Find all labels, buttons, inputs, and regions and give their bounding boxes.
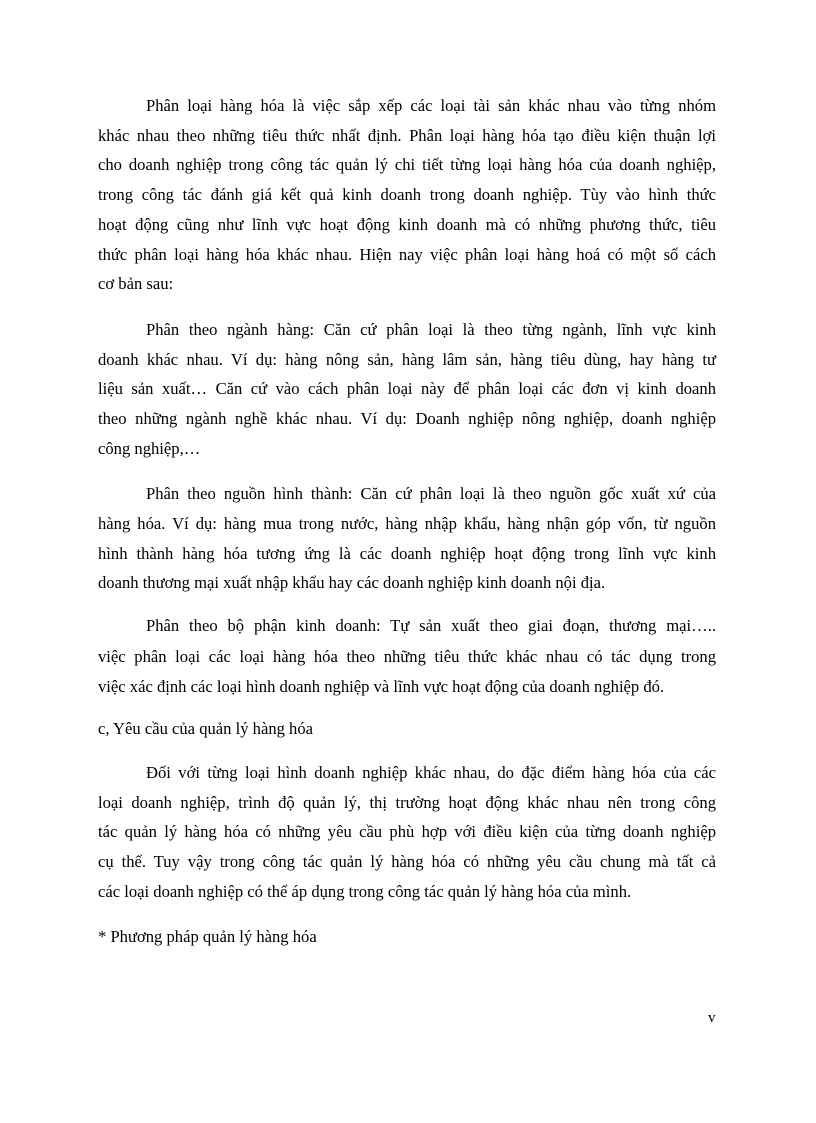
paragraph-line: Phân theo bộ phận kinh doanh: Tự sản xuất theo giai đoạn, thương mại….. <box>146 616 716 635</box>
page-number: v <box>708 1010 716 1026</box>
paragraph-line: các loại doanh nghiệp có thể áp dụng trong công tác quản lý hàng hóa của mình. <box>98 882 632 901</box>
paragraph-line: thức phân loại hàng hóa khác nhau. Hiện nay việc phân loại hàng hoá có một số cách <box>98 245 716 264</box>
paragraph-line: hàng hóa. Ví dụ: hàng mua trong nước, hàng nhập khẩu, hàng nhận góp vốn, từ nguồn <box>98 514 716 533</box>
paragraph-line: loại doanh nghiệp, trình độ quản lý, thị trường hoạt động khác nhau nên trong công <box>98 793 716 812</box>
paragraph-line: cơ bản sau: <box>98 274 174 293</box>
paragraph-line: Đối với từng loại hình doanh nghiệp khác nhau, do đặc điểm hàng hóa của các <box>146 763 716 782</box>
paragraph-line: công nghiệp,… <box>98 439 201 458</box>
paragraph-line: liệu sản xuất… Căn cứ vào cách phân loại này để phân loại các đơn vị kinh doanh <box>98 379 716 398</box>
paragraph-line: việc phân loại các loại hàng hóa theo những tiêu thức khác nhau có tác dụng trong <box>98 647 716 666</box>
paragraph-line: doanh thương mại xuất nhập khẩu hay các doanh nghiệp kinh doanh nội địa. <box>98 573 606 592</box>
paragraph-line: hình thành hàng hóa tương ứng là các doanh nghiệp hoạt động trong lĩnh vực kinh <box>98 544 716 563</box>
subsection-heading: * Phương pháp quản lý hàng hóa <box>98 927 317 946</box>
paragraph-line: Phân theo nguồn hình thành: Căn cứ phân loại là theo nguồn gốc xuất xứ của <box>146 484 716 503</box>
paragraph-line: khác nhau theo những tiêu thức nhất định. Phân loại hàng hóa tạo điều kiện thuận lợi <box>98 126 716 145</box>
paragraph-line: cho doanh nghiệp trong công tác quản lý chi tiết từng loại hàng hóa của doanh nghiệp, <box>98 155 716 174</box>
section-heading: c, Yêu cầu của quản lý hàng hóa <box>98 719 314 738</box>
paragraph-line: tác quản lý hàng hóa có những yêu cầu phù hợp với điều kiện của từng doanh nghiệp <box>98 822 716 841</box>
paragraph-line: việc xác định các loại hình doanh nghiệp và lĩnh vực hoạt động của doanh nghiệp đó. <box>98 677 665 696</box>
paragraph-line: cụ thể. Tuy vậy trong công tác quản lý hàng hóa có những yêu cầu chung mà tất cả <box>98 852 716 871</box>
paragraph-line: theo những ngành nghề khác nhau. Ví dụ: Doanh nghiệp nông nghiệp, doanh nghiệp <box>98 409 716 428</box>
paragraph-line: hoạt động cũng như lĩnh vực hoạt động kinh doanh mà có những phương thức, tiêu <box>98 215 716 234</box>
paragraph-line: trong công tác đánh giá kết quả kinh doanh trong doanh nghiệp. Tùy vào hình thức <box>98 185 716 204</box>
paragraph-line: Phân theo ngành hàng: Căn cứ phân loại là theo từng ngành, lĩnh vực kinh <box>146 320 716 339</box>
paragraph-line: doanh khác nhau. Ví dụ: hàng nông sản, hàng lâm sản, hàng tiêu dùng, hay hàng tư <box>98 350 716 369</box>
paragraph-line: Phân loại hàng hóa là việc sắp xếp các loại tài sản khác nhau vào từng nhóm <box>146 96 716 115</box>
